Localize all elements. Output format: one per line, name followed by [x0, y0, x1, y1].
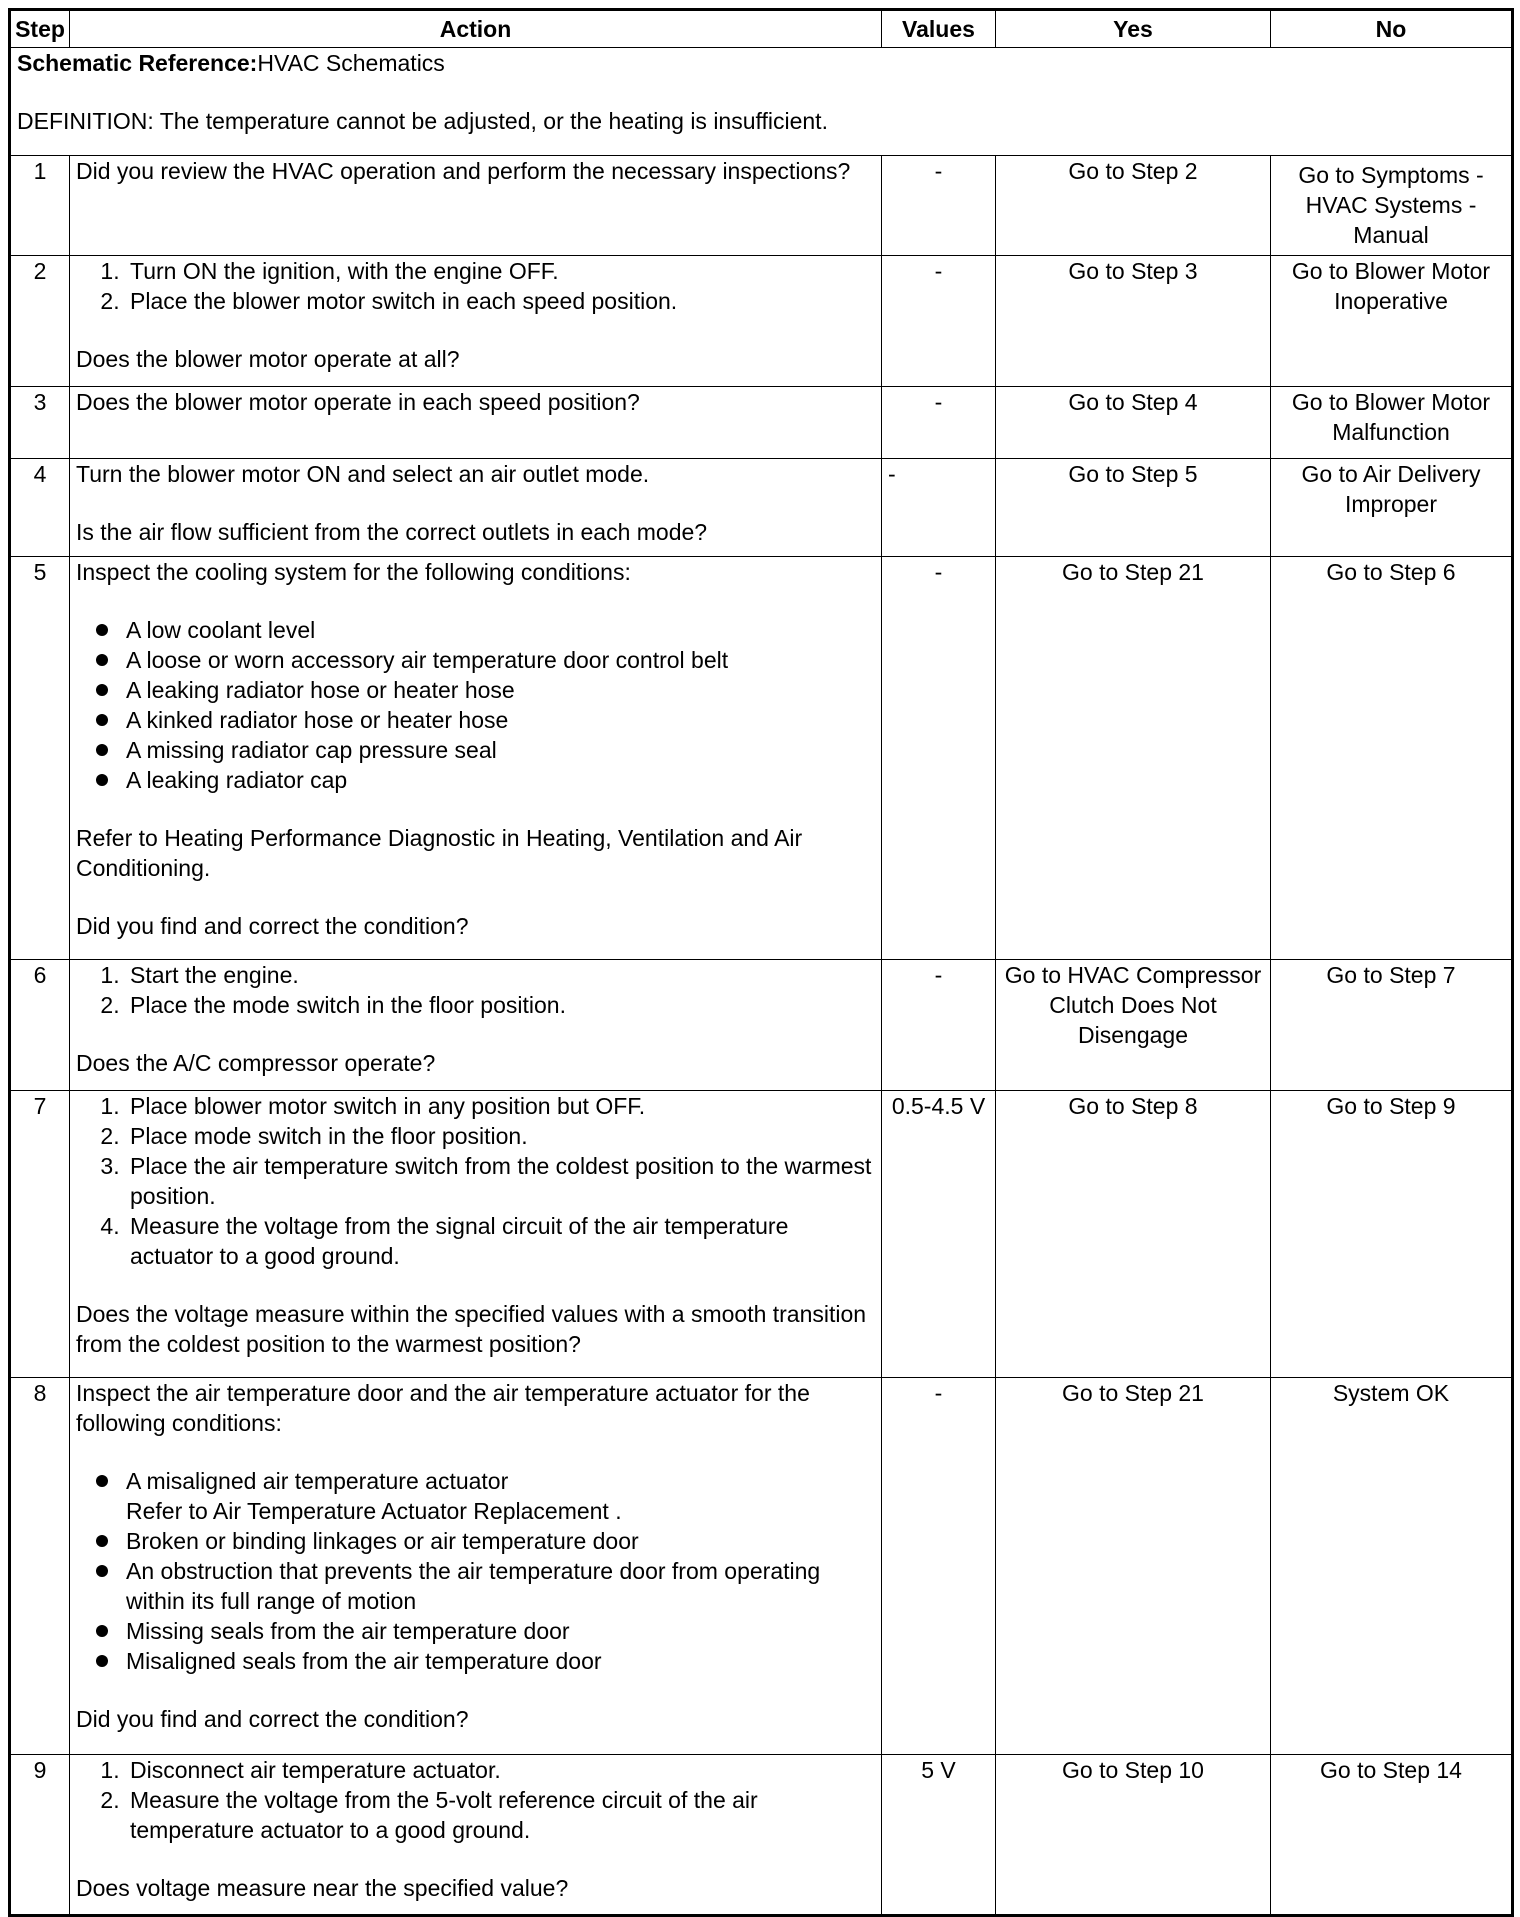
list-item: An obstruction that prevents the air temperature door from operating within its full range of motion — [126, 1556, 875, 1616]
list-item: 1. Start the engine. — [126, 960, 875, 990]
refer-text[interactable]: Refer to Heating Performance Diagnostic in Heating, Ventilation and Air Conditioning. — [76, 825, 803, 881]
intro-text: Inspect the cooling system for the following conditions: — [76, 559, 631, 585]
table-row — [10, 1755, 1513, 1916]
header-yes: Yes — [996, 10, 1271, 48]
header-row — [10, 10, 1513, 48]
values-cell: - — [882, 387, 996, 459]
list-item: Misaligned seals from the air temperature door — [126, 1646, 875, 1676]
step-number: 9 — [10, 1755, 70, 1916]
values-cell: 5 V — [882, 1755, 996, 1916]
list-item: 1. Place blower motor switch in any position but OFF. — [126, 1091, 875, 1121]
yes-link[interactable]: Go to Step 2 — [996, 156, 1271, 256]
yes-link[interactable]: Go to Step 5 — [996, 459, 1271, 557]
diagnostic-table — [8, 8, 1514, 1917]
yes-link[interactable]: Go to Step 21 — [996, 1378, 1271, 1755]
yes-link[interactable]: Go to Step 10 — [996, 1755, 1271, 1916]
question-text: Does the blower motor operate at all? — [76, 346, 460, 372]
no-link[interactable]: Go to Symptoms - HVAC Systems - Manual — [1271, 156, 1513, 256]
action-cell — [70, 1091, 882, 1378]
question-text: Does the A/C compressor operate? — [76, 1050, 436, 1076]
table-row — [10, 156, 1513, 256]
no-link[interactable]: Go to Blower Motor Malfunction — [1271, 387, 1513, 459]
bullet-list — [76, 1466, 875, 1676]
action-cell — [70, 1378, 882, 1755]
intro-text: Inspect the air temperature door and the air temperature actuator for the following conditions: — [76, 1380, 810, 1436]
table-row — [10, 1091, 1513, 1378]
list-item: 3. Place the air temperature switch from the coldest position to the warmest position. — [126, 1151, 875, 1211]
step-number: 5 — [10, 557, 70, 960]
list-item-text: A misaligned air temperature actuator — [126, 1468, 509, 1494]
numbered-list — [76, 1755, 875, 1845]
table-row — [10, 557, 1513, 960]
yes-link[interactable]: Go to Step 3 — [996, 256, 1271, 387]
question-text: Did you find and correct the condition? — [76, 913, 469, 939]
values-cell: - — [882, 557, 996, 960]
no-link[interactable]: Go to Step 14 — [1271, 1755, 1513, 1916]
question-text: Is the air flow sufficient from the correct outlets in each mode? — [76, 519, 708, 545]
table-row — [10, 1378, 1513, 1755]
action-cell — [70, 256, 882, 387]
action-cell — [70, 557, 882, 960]
table-row — [10, 459, 1513, 557]
question-text: Does voltage measure near the specified value? — [76, 1875, 569, 1901]
reference-link[interactable]: HVAC Schematics — [257, 50, 445, 76]
no-link[interactable]: Go to Step 7 — [1271, 960, 1513, 1091]
list-item — [126, 1466, 875, 1526]
list-item: Missing seals from the air temperature door — [126, 1616, 875, 1646]
bullet-list — [76, 615, 875, 795]
no-link[interactable]: Go to Blower Motor Inoperative — [1271, 256, 1513, 387]
numbered-list — [76, 1091, 875, 1271]
intro-text: Turn the blower motor ON and select an air outlet mode. — [76, 461, 650, 487]
question-text: Does the voltage measure within the specified values with a smooth transition from the coldest position to the warmest position? — [76, 1301, 867, 1357]
header-values: Values — [882, 10, 996, 48]
list-item: 2. Place the mode switch in the floor position. — [126, 990, 875, 1020]
values-cell: - — [882, 459, 996, 557]
values-cell: - — [882, 1378, 996, 1755]
list-item: Broken or binding linkages or air temperature door — [126, 1526, 875, 1556]
values-cell: - — [882, 256, 996, 387]
step-number: 1 — [10, 156, 70, 256]
list-item: 2. Place the blower motor switch in each speed position. — [126, 286, 875, 316]
header-no: No — [1271, 10, 1513, 48]
question-text: Did you find and correct the condition? — [76, 1706, 469, 1732]
reference-cell — [10, 48, 1513, 156]
table-row — [10, 387, 1513, 459]
list-item: 2. Measure the voltage from the 5-volt reference circuit of the air temperature actuator to a good ground. — [126, 1785, 875, 1845]
list-item: A kinked radiator hose or heater hose — [126, 705, 875, 735]
step-number: 6 — [10, 960, 70, 1091]
reference-label: Schematic Reference: — [17, 50, 258, 76]
list-item: A loose or worn accessory air temperature door control belt — [126, 645, 875, 675]
action-cell — [70, 1755, 882, 1916]
question-text: Did you review the HVAC operation and perform the necessary inspections? — [76, 158, 851, 184]
values-cell: 0.5-4.5 V — [882, 1091, 996, 1378]
definition-text: DEFINITION: The temperature cannot be adjusted, or the heating is insufficient. — [17, 108, 828, 134]
header-action: Action — [70, 10, 882, 48]
step-number: 8 — [10, 1378, 70, 1755]
yes-link[interactable]: Go to Step 21 — [996, 557, 1271, 960]
step-number: 2 — [10, 256, 70, 387]
table-row — [10, 256, 1513, 387]
action-cell — [70, 387, 882, 459]
question-text: Does the blower motor operate in each speed position? — [76, 389, 640, 415]
no-link[interactable]: Go to Step 6 — [1271, 557, 1513, 960]
table-row — [10, 960, 1513, 1091]
list-item: A leaking radiator cap — [126, 765, 875, 795]
values-cell: - — [882, 960, 996, 1091]
list-item: A missing radiator cap pressure seal — [126, 735, 875, 765]
action-cell — [70, 156, 882, 256]
list-item: 4. Measure the voltage from the signal circuit of the air temperature actuator to a good ground. — [126, 1211, 875, 1271]
no-link[interactable]: System OK — [1271, 1378, 1513, 1755]
step-number: 3 — [10, 387, 70, 459]
reference-row — [10, 48, 1513, 156]
list-item: 2. Place mode switch in the floor position. — [126, 1121, 875, 1151]
sub-reference[interactable]: Refer to Air Temperature Actuator Replacement . — [126, 1498, 622, 1524]
yes-link[interactable]: Go to Step 4 — [996, 387, 1271, 459]
list-item: A leaking radiator hose or heater hose — [126, 675, 875, 705]
numbered-list — [76, 960, 875, 1020]
no-link[interactable]: Go to Step 9 — [1271, 1091, 1513, 1378]
yes-link[interactable]: Go to HVAC Compressor Clutch Does Not Disengage — [996, 960, 1271, 1091]
step-number: 4 — [10, 459, 70, 557]
action-cell — [70, 459, 882, 557]
list-item: 1. Turn ON the ignition, with the engine OFF. — [126, 256, 875, 286]
values-cell: - — [882, 156, 996, 256]
no-link[interactable]: Go to Air Delivery Improper — [1271, 459, 1513, 557]
list-item: A low coolant level — [126, 615, 875, 645]
action-cell — [70, 960, 882, 1091]
header-step: Step — [10, 10, 70, 48]
yes-link[interactable]: Go to Step 8 — [996, 1091, 1271, 1378]
list-item: 1. Disconnect air temperature actuator. — [126, 1755, 875, 1785]
numbered-list — [76, 256, 875, 316]
step-number: 7 — [10, 1091, 70, 1378]
